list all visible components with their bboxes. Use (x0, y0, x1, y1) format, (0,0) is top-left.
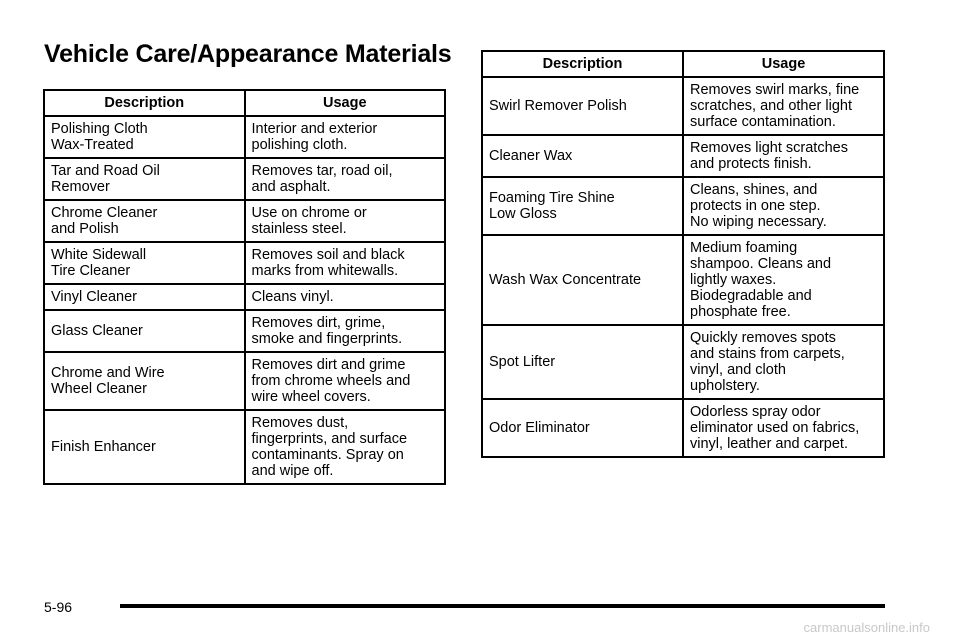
cell-usage (245, 116, 446, 158)
usage-text-line: Removes tar, road oil, (251, 163, 393, 179)
materials-table-left (43, 89, 446, 485)
usage-text-line: surface contamination. (690, 114, 836, 130)
cell-description (44, 242, 245, 284)
usage-text-line: from chrome wheels and (251, 373, 411, 389)
column-header-description: Description (44, 90, 245, 116)
table-row (44, 284, 445, 310)
description-text-line: Finish Enhancer (51, 439, 156, 455)
usage-text-line: scratches, and other light (690, 98, 853, 114)
usage-text-line: No wiping necessary. (690, 214, 827, 230)
usage-text-line: eliminator used on fabrics, (690, 420, 860, 436)
table-row (44, 352, 445, 410)
cell-usage (245, 352, 446, 410)
cell-usage (683, 77, 884, 135)
page-number: 5-96 (44, 599, 73, 615)
usage-text-line: Quickly removes spots (690, 330, 836, 346)
usage-text-line: Cleans vinyl. (251, 289, 334, 305)
cell-usage (245, 158, 446, 200)
description-text-line: Tire Cleaner (51, 263, 131, 279)
table-row (482, 235, 884, 325)
description-text-line: Chrome and Wire (51, 365, 165, 381)
table-row (482, 77, 884, 135)
watermark-text: carmanualsonline.info (803, 620, 930, 635)
description-text-line: Glass Cleaner (51, 323, 143, 339)
description-text-line: Wash Wax Concentrate (489, 272, 642, 288)
usage-text-line: phosphate free. (690, 304, 791, 320)
cell-usage (245, 410, 446, 484)
description-text-line: Chrome Cleaner (51, 205, 158, 221)
description-text-line: Swirl Remover Polish (489, 98, 627, 114)
cell-description (44, 158, 245, 200)
table-row (44, 310, 445, 352)
usage-text-line: Removes dirt and grime (251, 357, 406, 373)
table-row (482, 135, 884, 177)
cell-description (44, 310, 245, 352)
usage-text-line: fingerprints, and surface (251, 431, 408, 447)
column-header-description: Description (482, 51, 683, 77)
description-text-line: Wax-Treated (51, 137, 134, 153)
usage-text-line: Medium foaming (690, 240, 798, 256)
cell-description (44, 284, 245, 310)
description-text-line: and Polish (51, 221, 119, 237)
cell-usage (683, 399, 884, 457)
table-row (44, 200, 445, 242)
description-text-line: Odor Eliminator (489, 420, 590, 436)
usage-text-line: Use on chrome or (251, 205, 367, 221)
cell-usage (245, 284, 446, 310)
usage-text-line: Removes dust, (251, 415, 349, 431)
cell-usage (245, 310, 446, 352)
usage-text-line: and protects finish. (690, 156, 812, 172)
usage-text-line: Biodegradable and (690, 288, 812, 304)
usage-text-line: vinyl, leather and carpet. (690, 436, 848, 452)
usage-text-line: and stains from carpets, (690, 346, 845, 362)
cell-description (482, 77, 683, 135)
description-text-line: Spot Lifter (489, 354, 556, 370)
cell-usage (683, 177, 884, 235)
cell-description (44, 200, 245, 242)
cell-description (482, 235, 683, 325)
table-row (482, 399, 884, 457)
usage-text-line: protects in one step. (690, 198, 821, 214)
page-title: Vehicle Care/Appearance Materials (44, 40, 452, 68)
usage-text-line: stainless steel. (251, 221, 347, 237)
table-header-row (44, 90, 445, 116)
cell-description (482, 177, 683, 235)
usage-text-line: contaminants. Spray on (251, 447, 404, 463)
description-text-line: White Sidewall (51, 247, 147, 263)
table-row (482, 177, 884, 235)
usage-text-line: Removes dirt, grime, (251, 315, 386, 331)
usage-text-line: Removes soil and black (251, 247, 405, 263)
usage-text-line: Odorless spray odor (690, 404, 821, 420)
usage-text-line: Cleans, shines, and (690, 182, 818, 198)
description-text-line: Tar and Road Oil (51, 163, 160, 179)
table-header-row (482, 51, 884, 77)
table-row (44, 116, 445, 158)
usage-text-line: and wipe off. (251, 463, 334, 479)
cell-description (482, 135, 683, 177)
table-row (44, 158, 445, 200)
footer-rule (120, 604, 885, 608)
description-text-line: Vinyl Cleaner (51, 289, 137, 305)
cell-description (44, 116, 245, 158)
usage-text-line: and asphalt. (251, 179, 331, 195)
description-text-line: Wheel Cleaner (51, 381, 147, 397)
usage-text-line: Removes light scratches (690, 140, 848, 156)
materials-table-right (481, 50, 885, 458)
cell-usage (245, 242, 446, 284)
cell-description (44, 352, 245, 410)
description-text-line: Low Gloss (489, 206, 557, 222)
cell-usage (683, 135, 884, 177)
usage-text-line: wire wheel covers. (251, 389, 371, 405)
usage-text-line: upholstery. (690, 378, 760, 394)
usage-text-line: Interior and exterior (251, 121, 378, 137)
table-row (44, 410, 445, 484)
usage-text-line: smoke and fingerprints. (251, 331, 403, 347)
usage-text-line: Removes swirl marks, fine (690, 82, 860, 98)
cell-description (482, 325, 683, 399)
usage-text-line: shampoo. Cleans and (690, 256, 832, 272)
table-row (44, 242, 445, 284)
description-text-line: Foaming Tire Shine (489, 190, 615, 206)
cell-usage (683, 325, 884, 399)
table-row (482, 325, 884, 399)
usage-text-line: marks from whitewalls. (251, 263, 399, 279)
usage-text-line: lightly waxes. (690, 272, 777, 288)
usage-text-line: vinyl, and cloth (690, 362, 786, 378)
description-text-line: Polishing Cloth (51, 121, 148, 137)
description-text-line: Remover (51, 179, 110, 195)
cell-description (44, 410, 245, 484)
usage-text-line: polishing cloth. (251, 137, 348, 153)
column-header-usage: Usage (683, 51, 884, 77)
cell-description (482, 399, 683, 457)
description-text-line: Cleaner Wax (489, 148, 573, 164)
cell-usage (245, 200, 446, 242)
cell-usage (683, 235, 884, 325)
column-header-usage: Usage (245, 90, 446, 116)
